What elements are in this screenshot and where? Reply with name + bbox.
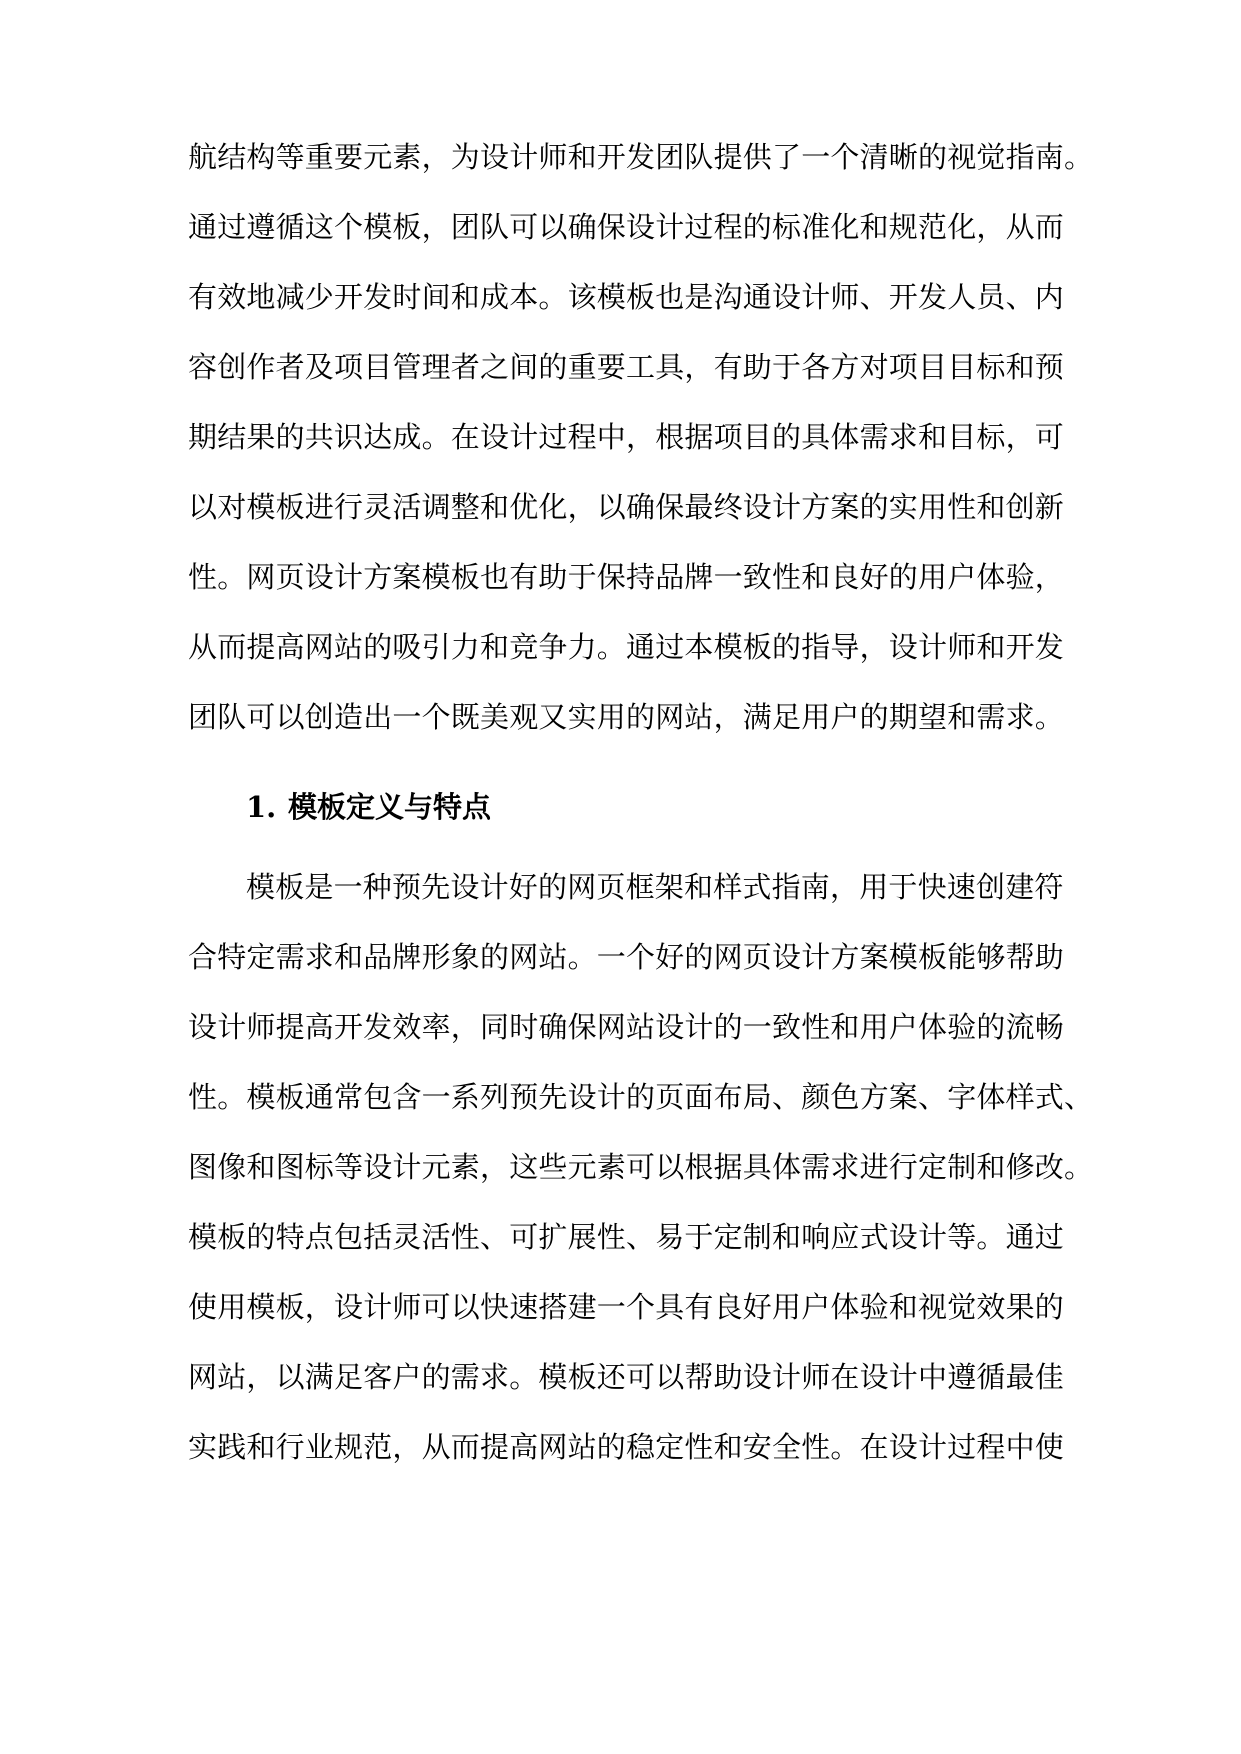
paragraph2-line-7: 使用模板，设计师可以快速搭建一个具有良好用户体验和视觉效果的 xyxy=(188,1290,1065,1324)
paragraph1-line-1: 航结构等重要元素，为设计师和开发团队提供了一个清晰的视觉指南。 xyxy=(188,140,1094,174)
paragraph2-line-9: 实践和行业规范，从而提高网站的稳定性和安全性。在设计过程中使 xyxy=(188,1430,1065,1464)
paragraph1-line-3: 有效地减少开发时间和成本。该模板也是沟通设计师、开发人员、内 xyxy=(188,280,1065,314)
paragraph1-line-7: 性。网页设计方案模板也有助于保持品牌一致性和良好的用户体验， xyxy=(188,560,1065,594)
paragraph2-line-5: 图像和图标等设计元素，这些元素可以根据具体需求进行定制和修改。 xyxy=(188,1150,1094,1184)
paragraph1-line-6: 以对模板进行灵活调整和优化，以确保最终设计方案的实用性和创新 xyxy=(188,490,1065,524)
paragraph1-line-4: 容创作者及项目管理者之间的重要工具，有助于各方对项目目标和预 xyxy=(188,350,1065,384)
paragraph1-line-5: 期结果的共识达成。在设计过程中，根据项目的具体需求和目标，可 xyxy=(188,420,1065,454)
paragraph1-line-8: 从而提高网站的吸引力和竞争力。通过本模板的指导，设计师和开发 xyxy=(188,630,1065,664)
paragraph2-line-1: 模板是一种预先设计好的网页框架和样式指南，用于快速创建符 xyxy=(246,870,1064,904)
section-title: 模板定义与特点 xyxy=(288,790,492,824)
paragraph2-line-2: 合特定需求和品牌形象的网站。一个好的网页设计方案模板能够帮助 xyxy=(188,940,1065,974)
section-heading xyxy=(246,787,491,827)
paragraph1-line-9: 团队可以创造出一个既美观又实用的网站，满足用户的期望和需求。 xyxy=(188,700,1065,734)
paragraph2-line-6: 模板的特点包括灵活性、可扩展性、易于定制和响应式设计等。通过 xyxy=(188,1220,1065,1254)
paragraph2-line-4: 性。模板通常包含一系列预先设计的页面布局、颜色方案、字体样式、 xyxy=(188,1080,1094,1114)
section-number: 1. xyxy=(246,790,277,824)
paragraph1-line-2: 通过遵循这个模板，团队可以确保设计过程的标准化和规范化，从而 xyxy=(188,210,1065,244)
paragraph2-line-8: 网站，以满足客户的需求。模板还可以帮助设计师在设计中遵循最佳 xyxy=(188,1360,1065,1394)
paragraph2-line-3: 设计师提高开发效率，同时确保网站设计的一致性和用户体验的流畅 xyxy=(188,1010,1065,1044)
